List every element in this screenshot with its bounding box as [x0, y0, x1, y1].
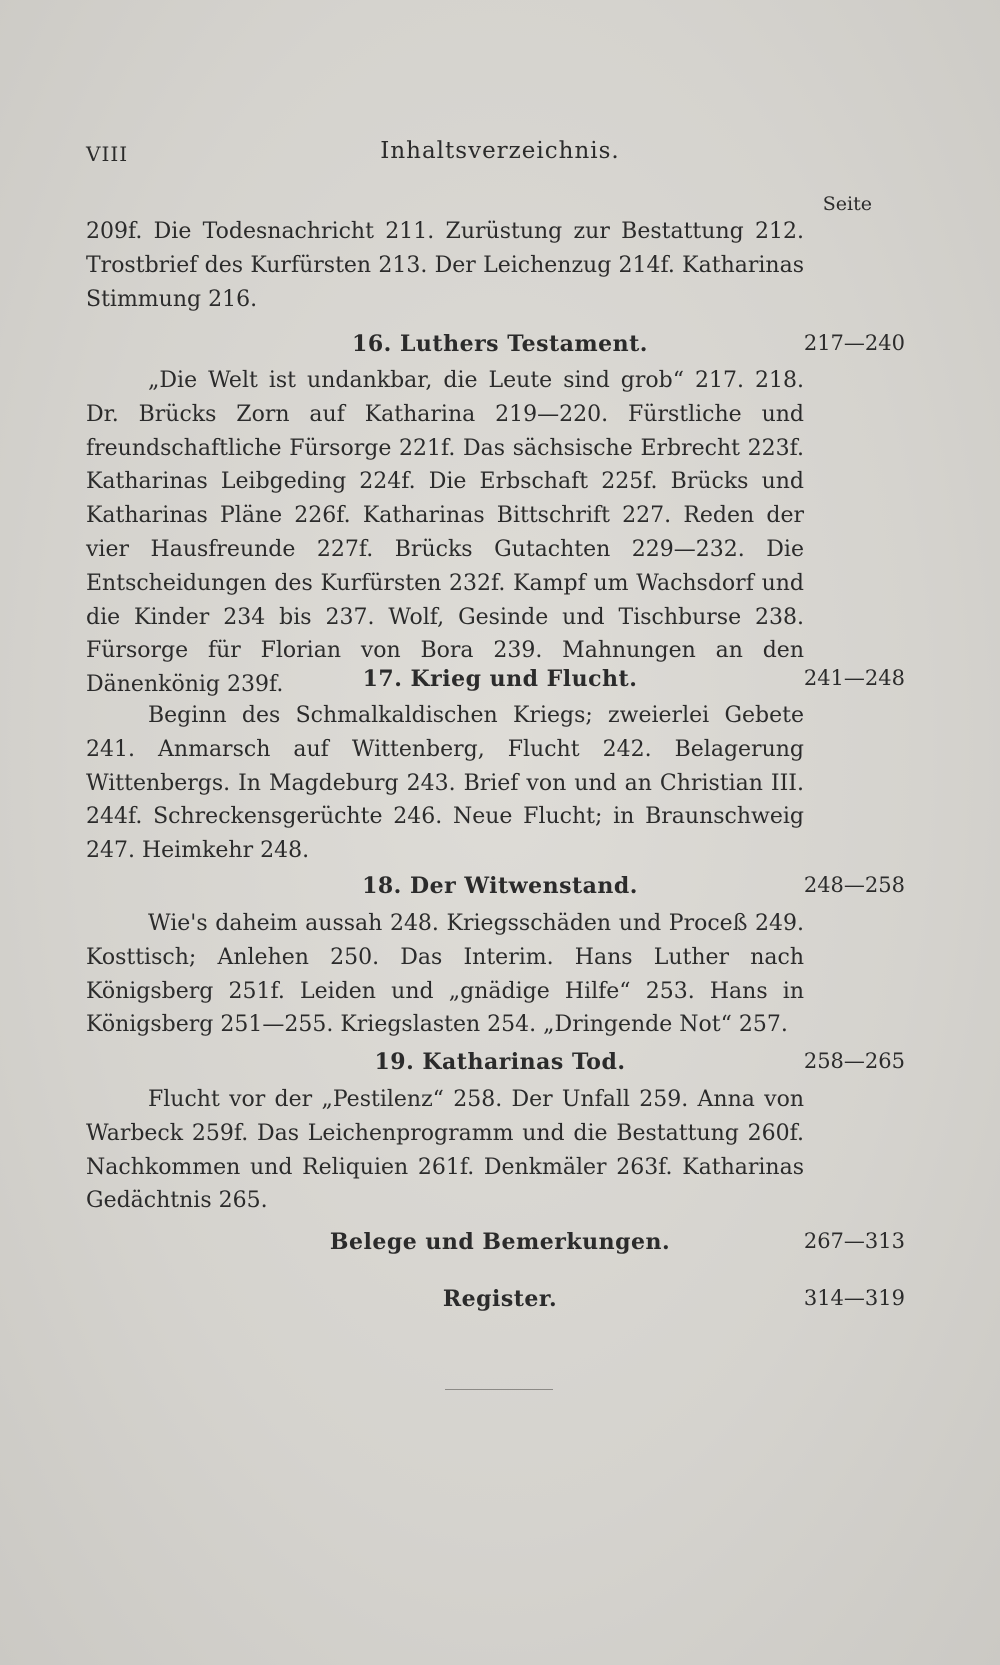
chapter-summary-19: Flucht vor der „Pestilenz“ 258. Der Unfall 259. Anna von Warbeck 259f. Das Leichenprogramm und die Bestattung 260f. Nachkommen und Reliquien 261f. Denkmäler 263f. Katharinas Gedächtnis 265.: [86, 1087, 804, 1214]
page-number: VIII: [86, 142, 129, 166]
appendix-range-belege: 267—313: [803, 1229, 905, 1253]
page-column-label: Seite: [822, 193, 872, 215]
appendix-range-register: 314—319: [803, 1286, 905, 1310]
chapter-heading-18: 18. Der Witwenstand.: [362, 873, 638, 899]
chapter-heading-16: 16. Luthers Testament.: [352, 331, 648, 357]
intro-paragraph: 209f. Die Todesnachricht 211. Zurüstung zur Bestattung 212. Trostbrief des Kurfürsten 213. Der Leichenzug 214f. Katharinas Stimmung 216.: [86, 219, 804, 312]
running-title: Inhaltsverzeichnis.: [380, 138, 620, 164]
appendix-heading-register: Register.: [442, 1286, 558, 1312]
chapter-heading-17: 17. Krieg und Flucht.: [362, 666, 638, 692]
closing-rule: [445, 1389, 553, 1390]
chapter-summary-18: Wie's daheim aussah 248. Kriegsschäden und Proceß 249. Kosttisch; Anlehen 250. Das Interim. Hans Luther nach Königsberg 251f. Leiden und „gnädige Hilfe“ 253. Hans in Königsberg 251—255. Kriegslasten 254. „Dringende Not“ 257.: [86, 911, 804, 1038]
chapter-summary-17: Beginn des Schmalkaldischen Kriegs; zweierlei Gebete 241. Anmarsch auf Wittenberg, Flucht 242. Belagerung Wittenbergs. In Magdeburg 243. Brief von und an Christian III. 244f. Schreckensgerüchte 246. Neue Flucht; in Braunschweig 247. Heimkehr 248.: [86, 703, 804, 864]
chapter-range-19: 258—265: [803, 1049, 905, 1073]
chapter-heading-19: 19. Katharinas Tod.: [374, 1049, 626, 1075]
appendix-heading-belege: Belege und Bemerkungen.: [329, 1229, 671, 1255]
chapter-range-18: 248—258: [803, 873, 905, 897]
chapter-summary-16: „Die Welt ist undankbar, die Leute sind grob“ 217. 218. Dr. Brücks Zorn auf Katharina 219—220. Fürstliche und freundschaftliche Fürsorge 221f. Das sächsische Erbrecht 223f. Katharinas Leibgeding 224f. Die Erbschaft 225f. Brücks und Katharinas Pläne 226f. Katharinas Bittschrift 227. Reden der vier Hausfreunde 227f. Brücks Gutachten 229—232. Die Entscheidungen des Kurfürsten 232f. Kampf um Wachsdorf und die Kinder 234 bis 237. Wolf, Gesinde und Tischburse 238. Fürsorge für Florian von Bora 239. Mahnungen an den Dänenkönig 239f.: [86, 368, 804, 698]
chapter-range-17: 241—248: [803, 666, 905, 690]
chapter-range-16: 217—240: [803, 331, 905, 355]
